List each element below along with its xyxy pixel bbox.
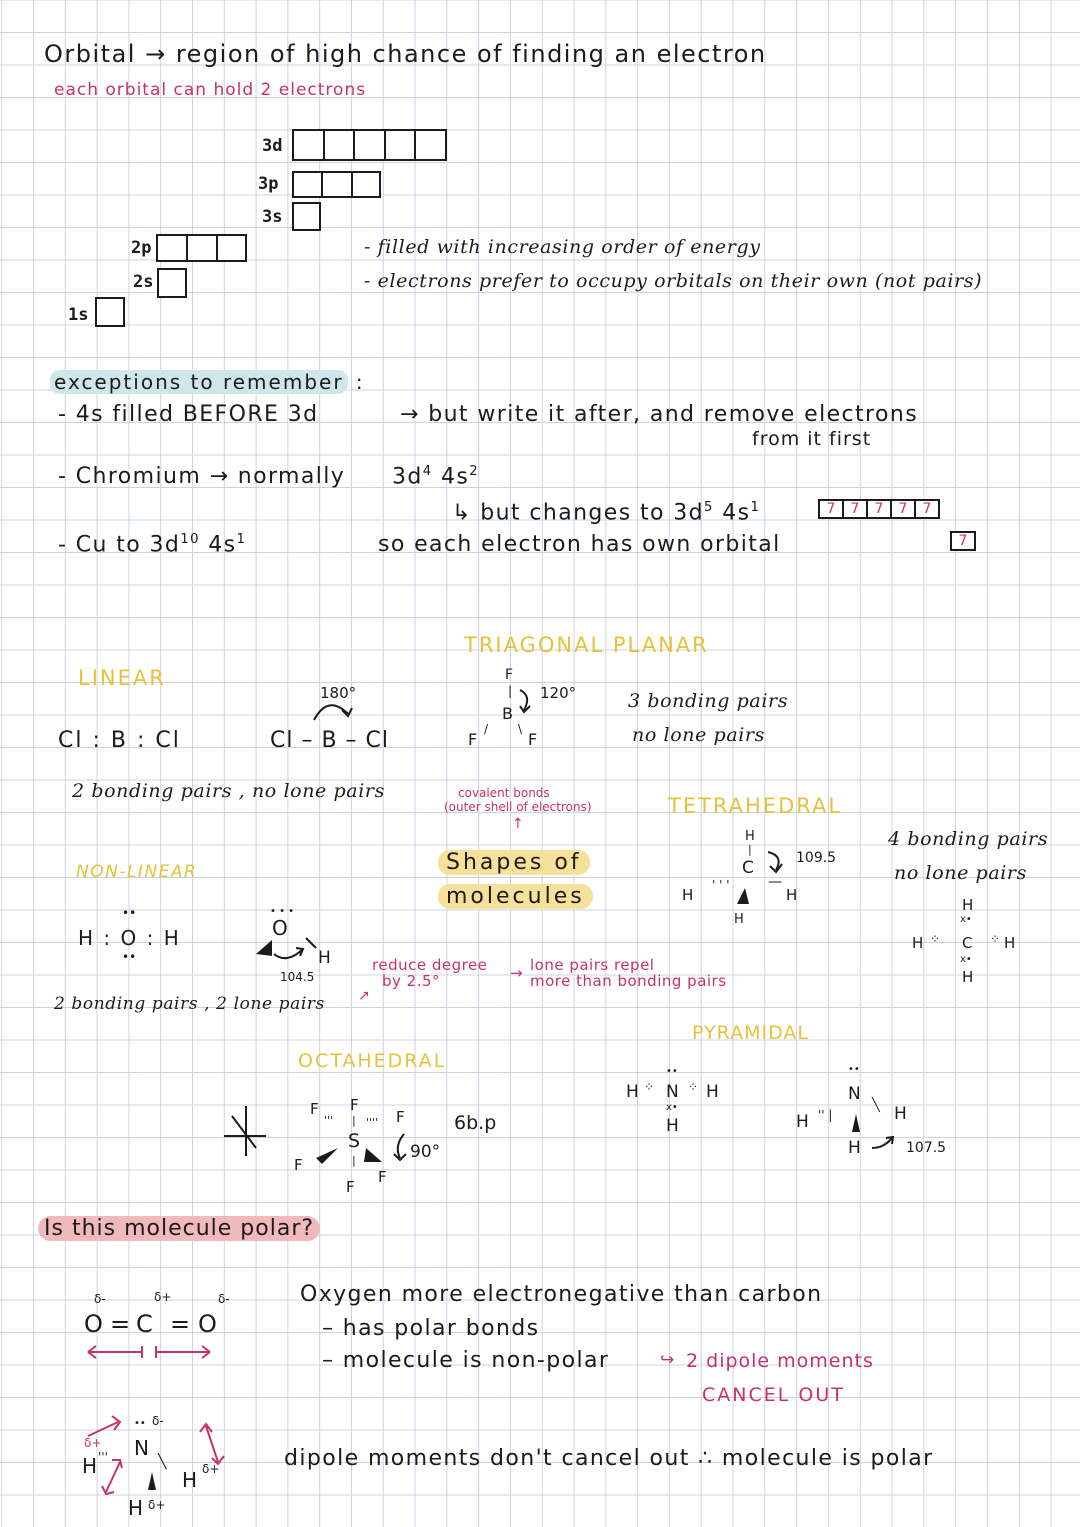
tetra-right-h: H xyxy=(786,886,798,904)
co2-note-electronegative: Oxygen more electronegative than carbon xyxy=(300,1282,823,1307)
rule-increasing-energy: - filled with increasing order of energy xyxy=(364,236,761,258)
orbital-boxes-3d xyxy=(292,129,447,161)
co2-reason-2: CANCEL OUT xyxy=(702,1384,845,1406)
angle-arrow-icon xyxy=(516,686,538,716)
chromium-reason: so each electron has own orbital xyxy=(378,532,781,557)
co2-note-non-polar: – molecule is non-polar xyxy=(322,1348,610,1373)
angle-arrow-icon xyxy=(764,848,790,876)
wedge-bond-icon xyxy=(850,1112,862,1134)
nh3-note: dipole moments don't cancel out ∴ molecule is polar xyxy=(284,1446,934,1471)
level-label-3s: 3s xyxy=(262,207,283,227)
chromium-3d-box-row xyxy=(818,499,940,519)
wedge-bond-icon xyxy=(362,1146,384,1166)
sf6-angle: 90° xyxy=(410,1142,441,1162)
sf6-structure: F F F ''' | '''' S F | F F xyxy=(294,1096,405,1196)
water-dot-cross: H : O : H xyxy=(78,926,181,950)
linear-structure: Cl – B – Cl xyxy=(270,728,390,753)
level-label-3p: 3p xyxy=(258,174,279,194)
polarity-heading: Is this molecule polar? xyxy=(38,1216,320,1241)
water-h-atom: H xyxy=(318,948,331,968)
level-label-2s: 2s xyxy=(133,272,154,292)
tetra-summary-1: 4 bonding pairs xyxy=(888,828,1049,850)
shapes-title-1: Shapes of xyxy=(438,850,590,875)
wedge-bond-icon xyxy=(314,1146,340,1166)
co2-note-polar-bonds: – has polar bonds xyxy=(322,1316,540,1341)
orbital-capacity-note: each orbital can hold 2 electrons xyxy=(54,80,367,100)
trigonal-planar-heading: TRIAGONAL PLANAR xyxy=(464,633,709,657)
linear-summary: 2 bonding pairs , no lone pairs xyxy=(72,780,385,802)
orbital-boxes-2p xyxy=(156,234,247,262)
co2-diagram: O δ- = C δ+ = O δ- xyxy=(84,1290,230,1338)
lone-pair-dots: • • • xyxy=(270,906,295,917)
tp-bond-right: \ xyxy=(518,722,523,736)
tetra-hashed-bond: ' ' ' xyxy=(712,878,730,892)
ammonia-dot-cross: •• H ⁘ N ⁘ H x• H xyxy=(626,1066,719,1136)
tp-right-atom: F xyxy=(528,730,538,749)
electron-box: 7 xyxy=(914,499,940,519)
shapes-title-2: molecules xyxy=(438,884,593,909)
covalent-note-1: covalent bonds xyxy=(458,786,550,800)
tp-left-atom: F xyxy=(468,730,478,749)
co2-reason-1: 2 dipole moments xyxy=(686,1350,874,1372)
reduce-degree-amount: by 2.5° xyxy=(382,972,441,990)
tetra-bond-top: | xyxy=(748,843,752,856)
non-linear-heading: NON-LINEAR xyxy=(76,862,198,882)
octahedral-heading: OCTAHEDRAL xyxy=(298,1050,447,1072)
electron-box: 7 xyxy=(890,499,916,519)
tetra-center-atom: C xyxy=(742,858,754,878)
linear-dot-cross: Cl : B : Cl xyxy=(58,728,181,753)
chromium-normal-config: $3d^4$ $4s^2$ xyxy=(392,464,480,490)
sf6-summary: 6b.p xyxy=(454,1112,497,1134)
lone-pair-dots: •• xyxy=(122,950,137,964)
angle-arrow-icon xyxy=(392,1132,410,1162)
dipole-arrows-icon xyxy=(82,1412,242,1504)
level-label-3d: 3d xyxy=(262,136,283,156)
tp-center-atom: B xyxy=(502,704,513,723)
orbital-boxes-3s xyxy=(292,202,321,231)
tetra-angle: 109.5 xyxy=(796,850,837,866)
tetra-bottom-h: H xyxy=(734,912,744,927)
level-label-2p: 2p xyxy=(131,238,152,258)
pink-arrow-icon: ↪ xyxy=(660,1350,675,1370)
exceptions-colon: : xyxy=(355,370,365,394)
chromium-changed-config: ↳ but changes to $3d^5$ $4s^1$ xyxy=(452,500,761,526)
orbital-boxes-1s xyxy=(95,297,125,327)
angle-arrow-icon xyxy=(272,936,322,966)
water-angle: 104.5 xyxy=(280,970,315,984)
lone-pairs-repel-note: lone pairs repel xyxy=(530,956,655,974)
reduce-degree-note: reduce degree xyxy=(372,956,488,974)
lone-pairs-repel-note-2: more than bonding pairs xyxy=(530,972,727,990)
electron-box: 7 xyxy=(950,531,976,551)
lone-pair-dots: •• xyxy=(122,906,137,920)
tetra-summary-2: no lone pairs xyxy=(894,862,1027,884)
pink-arrow-icon: ↗ xyxy=(358,988,370,1004)
exception-chromium-label: - Chromium → normally xyxy=(58,464,346,489)
level-label-1s: 1s xyxy=(68,305,89,325)
orbital-definition-title: Orbital → region of high chance of finding an electron xyxy=(44,40,767,68)
exceptions-heading: exceptions to remember xyxy=(50,370,348,394)
wedge-bond-icon xyxy=(735,886,751,906)
tetra-bond-right: — xyxy=(768,874,782,890)
exception-copper: - Cu to $3d^{10}$ $4s^1$ xyxy=(58,532,247,558)
orbital-boxes-2s xyxy=(157,268,187,298)
electron-box: 7 xyxy=(818,499,844,519)
linear-heading: LINEAR xyxy=(78,666,166,690)
covalent-note-2: (outer shell of electrons) xyxy=(444,800,592,814)
tp-bond: | xyxy=(508,684,513,698)
angle-arrow-icon xyxy=(308,698,358,724)
exception-4s-before-3d: - 4s filled BEFORE 3d xyxy=(58,402,319,427)
orbital-boxes-3p xyxy=(292,171,381,198)
electron-box: 7 xyxy=(842,499,868,519)
pink-arrow-icon: → xyxy=(510,964,524,982)
water-summary: 2 bonding pairs , 2 lone pairs xyxy=(54,994,325,1014)
chromium-4s-box xyxy=(950,531,976,551)
tp-bond-left: / xyxy=(484,722,489,736)
angle-arrow-icon xyxy=(870,1134,900,1154)
exception-4s-note-2: from it first xyxy=(752,428,872,450)
nh3-polarity-diagram: δ+ H ''' •• δ- N ╲ H δ+ H δ+ xyxy=(82,1414,220,1520)
covalent-arrow-icon: ↑ xyxy=(512,816,524,832)
tetra-top-h: H xyxy=(745,829,755,844)
exceptions-heading-row xyxy=(50,370,365,394)
dipole-arrows-icon xyxy=(84,1342,218,1362)
tetra-left-h: H xyxy=(682,886,694,904)
tetrahedral-heading: TETRAHEDRAL xyxy=(668,794,843,818)
electron-box: 7 xyxy=(866,499,892,519)
methane-dot-cross: H x• H ⁘ C ⁘ H x• H xyxy=(912,896,1016,986)
tp-summary-1: 3 bonding pairs xyxy=(628,690,789,712)
tp-top-atom: F xyxy=(505,667,514,683)
ammonia-structure: •• N H '' | ╲ H H 107.5 xyxy=(796,1064,947,1158)
tp-angle: 120° xyxy=(540,684,577,702)
linear-angle: 180° xyxy=(320,684,357,702)
exception-4s-note: → but write it after, and remove electrons xyxy=(400,402,919,427)
octahedral-axes-icon xyxy=(222,1104,268,1160)
tp-summary-2: no lone pairs xyxy=(632,724,765,746)
pyramidal-heading: PYRAMIDAL xyxy=(692,1022,809,1044)
water-o-atom: O xyxy=(272,916,288,940)
wedge-bond-icon xyxy=(254,938,274,960)
rule-unpaired-first: - electrons prefer to occupy orbitals on their own (not pairs) xyxy=(364,270,983,292)
wedge-bond-icon xyxy=(146,1470,158,1492)
